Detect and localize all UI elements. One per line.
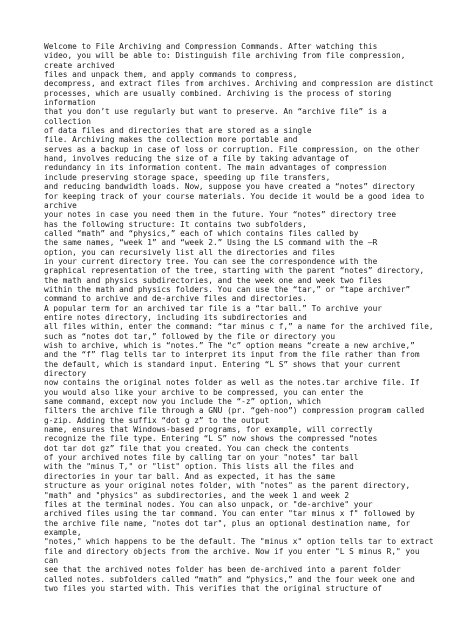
document-body xyxy=(44,42,444,593)
text-line: that you don’t use regularly but want to preserve. An “archive file” is a xyxy=(44,107,387,117)
text-line: wish to archive, which is “notes.” The “c” option means “create a new archive,” xyxy=(44,341,415,350)
text-line: the math and physics subdirectories, and the week one and week two files xyxy=(44,275,382,285)
text-line: dot tar dot gz” file that you created. You can check the contents xyxy=(44,443,350,453)
text-line: redundancy in its information content. The main advantages of compression xyxy=(44,163,387,173)
text-line: directories in your tar ball. And as expected, it has the same xyxy=(44,471,336,481)
text-line: in your current directory tree. You can see the correspondence with the xyxy=(44,256,378,266)
text-line: file and directory objects from the archive. Now if you enter "L S minus R," you xyxy=(44,546,420,556)
text-line: within the math and physics folders. You can use the “tar,” or “tape archiver” xyxy=(44,284,411,294)
text-line: called notes. subfolders called “math” and “physics,” and the four week one and xyxy=(44,574,415,584)
text-line: g-zip. Adding the suffix “dot g z” to the output xyxy=(44,415,270,425)
text-line: files and unpack them, and apply commands to compress, xyxy=(44,70,298,80)
text-line: the archive file name, "notes dot tar", plus an optional destination name, for xyxy=(44,518,411,528)
text-line: information xyxy=(44,98,96,108)
text-line: called “math” and “physics,” each of which contains files called by xyxy=(44,228,359,238)
text-line: Welcome to File Archiving and Compression Commands. After watching this xyxy=(44,42,378,51)
text-line: A popular term for an archived tar file is a “tar ball.” To archive your xyxy=(44,303,382,313)
text-line: "notes," which happens to be the default. The "minus x" option tells tar to extract xyxy=(44,537,434,547)
text-line: of your archived notes file by calling tar on your "notes" tar ball xyxy=(44,453,359,463)
text-line: serves as a backup in case of loss or corruption. File compression, on the other xyxy=(44,144,420,154)
text-line: recognize the file type. Entering “L S” now shows the compressed “notes xyxy=(44,434,378,444)
text-line: command to archive and de-archive files and directories. xyxy=(44,294,307,304)
text-line: and reducing bandwidth loads. Now, suppose you have created a “notes” directory xyxy=(44,182,415,192)
text-line: collection xyxy=(44,116,91,126)
text-line: graphical representation of the tree, starting with the parent “notes” directory, xyxy=(44,266,425,276)
text-line: entire notes directory, including its subdirectories and xyxy=(44,312,307,322)
text-line: archived files using the tar command. You can enter "tar minus x f" followed by xyxy=(44,509,415,519)
text-line: directory xyxy=(44,369,87,379)
text-line: files at the terminal nodes. You can also unpack, or "de-archive" your xyxy=(44,499,373,509)
text-line: structure as your original notes folder, with "notes" as the parent directory, xyxy=(44,481,411,491)
text-line: you would also like your archive to be compressed, you can enter the xyxy=(44,387,364,397)
text-line: include preserving storage space, speeding up file transfers, xyxy=(44,172,331,182)
text-line: file. Archiving makes the collection more portable and xyxy=(44,135,298,145)
text-line: processes, which are usually combined. Archiving is the process of storing xyxy=(44,88,392,98)
text-line: two files you started with. This verifies that the original structure of xyxy=(44,583,382,593)
text-line: now contains the original notes folder as well as the notes.tar archive file. If xyxy=(44,378,420,388)
text-line: video, you will be able to: Distinguish file archiving from file compression, xyxy=(44,51,406,61)
text-line: for keeping track of your course materials. You decide it would be a good idea to xyxy=(44,191,425,201)
text-line: with the "minus T," or "list" option. This lists all the files and xyxy=(44,462,354,472)
text-line: the default, which is standard input. Entering “L S” shows that your current xyxy=(44,359,401,369)
text-line: and the “f” flag tells tar to interpret its input from the file rather than from xyxy=(44,350,420,360)
text-line: same command, except now you include the “-z” option, which xyxy=(44,397,321,407)
text-line: option, you can recursively list all the directories and files xyxy=(44,247,336,257)
text-line: all files within, enter the command: “tar minus c f,” a name for the archived file, xyxy=(44,322,434,332)
text-line: example, xyxy=(44,527,82,537)
text-line: has the following structure: It contains two subfolders, xyxy=(44,219,307,229)
text-line: archive xyxy=(44,200,77,210)
text-line: see that the archived notes folder has been de-archived into a parent folder xyxy=(44,565,401,575)
text-line: name, ensures that Windows-based programs, for example, will correctly xyxy=(44,425,373,435)
text-line: decompress, and extract files from archives. Archiving and compression are distinct xyxy=(44,79,434,89)
text-line: filters the archive file through a GNU (pr. “geh-noo”) compression program called xyxy=(44,406,425,416)
text-line: create archived xyxy=(44,60,115,70)
text-line: "math" and "physics" as subdirectories, and the week 1 and week 2 xyxy=(44,490,350,500)
text-line: such as “notes dot tar,” followed by the file or directory you xyxy=(44,331,336,341)
text-line: of data files and directories that are stored as a single xyxy=(44,126,312,136)
text-line: hand, involves reducing the size of a file by taking advantage of xyxy=(44,154,350,164)
text-line: can xyxy=(44,555,59,565)
text-line: your notes in case you need them in the future. Your “notes” directory tree xyxy=(44,210,397,220)
text-line: the same names, “week 1” and “week 2.” Using the LS command with the –R xyxy=(44,238,378,248)
